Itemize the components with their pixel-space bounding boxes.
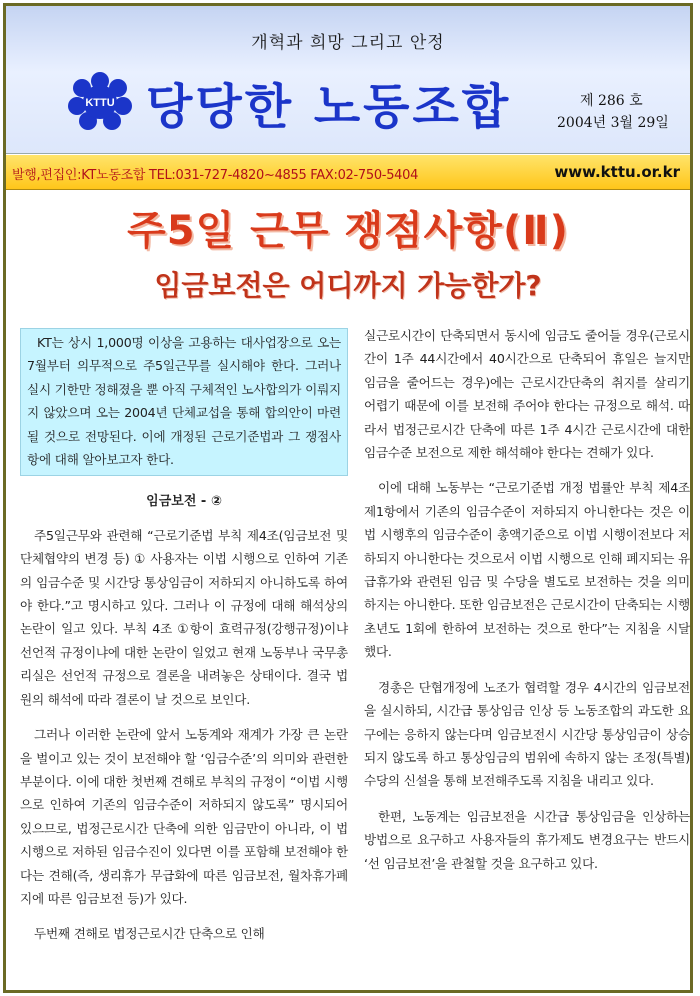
body-paragraph: 실근로시간이 단축되면서 동시에 임금도 줄어들 경우(근로시간이 1주 44시간에서 40시간으로 단축되어 휴일은 늘지만 임금을 줄어드는 경우)에는 근로시간단축의 취지를 살리기 어렵기 때문에 이를 보전해 주어야 한다는 규정으로 해석. 따라서 법정근로시간 단축에 따른 1주 4시간 근로시간에 대한 임금수준 보전으로 제한 해석해야 한다는 견해가 있다. xyxy=(364,328,690,461)
subheadline: 임금보전은 어디까지 가능한가? xyxy=(154,269,542,302)
newsletter-page xyxy=(3,3,693,993)
website-link[interactable]: www.kttu.or.kr xyxy=(554,163,680,181)
body-paragraph: 한편, 노동계는 임금보전을 시간급 통상임금을 인상하는 방법으로 요구하고 사용자들의 휴가제도 변경요구는 반드시 ‘선 임금보전’을 관철할 것을 요구하고 있다. xyxy=(364,808,690,871)
body-paragraph: 그러나 이러한 논란에 앞서 노동계와 재계가 가장 큰 논란을 벌이고 있는 것이 보전해야 할 ‘임금수준’의 의미와 관련한 부분이다. 이에 대한 첫번째 견해로 부칙의 규정이 “이법 시행으로 인하여 기존의 임금수준이 저하되지 않도록” 명시되어 있으므로, 법정근로시간 단축에 의한 임금만이 아니라, 이 법 시행으로 저하된 임금수진이 있다면 이를 포함해 보전해야 한다는 견해(즉, 생리휴가 무급화에 따른 임금보전, 월차휴가폐지에 따른 임금보전 등)가 있다. xyxy=(20,727,348,906)
publisher-bar xyxy=(6,155,690,190)
paper-name: 당당한 노동조합 xyxy=(146,79,512,135)
body-paragraph: 이에 대해 노동부는 “근로기준법 개정 법률안 부칙 제4조 제1항에서 기존의 임금수준이 저하되지 아니한다는 것은 이 법 시행후의 임금수준이 총액기준으로 이법 시행이전보다 저하되지 아니한다는 것으로서 이법 시행으로 인해 폐지되는 유급휴가와 관련된 임금 및 수당을 별도로 보전하는 것을 의미하지는 아니한다. 또한 임금보전은 근로시간이 단축되는 시행초년도 1회에 한하여 보전하는 것으로 한다”는 지침을 시달했다. xyxy=(364,480,690,660)
masthead xyxy=(6,6,690,154)
lead-box xyxy=(20,328,348,476)
issue-number: 제 286 호 xyxy=(580,93,643,109)
logo-text: KTTU xyxy=(85,97,115,109)
publisher-info: 발행,편집인:KT노동조합 TEL:031-727-4820~4855 FAX:02-750-5404 xyxy=(12,168,419,183)
slogan: 개혁과 희망 그리고 안정 xyxy=(251,33,445,53)
section-title: 임금보전 - ② xyxy=(146,494,222,510)
kttu-logo-icon xyxy=(68,72,132,130)
body-paragraph: 경총은 단협개정에 노조가 협력할 경우 4시간의 임금보전을 실시하되, 시간급 통상임금 인상 등 노동조합의 과도한 요구에는 응하지 않는다며 임금보전시 시간당 통상임금이 상승되지 않도록 하고 통상임금의 범위에 속하지 않는 조정(특별)수당의 신설을 통해 보전해주도록 지침을 내리고 있다. xyxy=(364,679,690,789)
body-paragraph: 주5일근무와 관련해 “근로기준법 부칙 제4조(임금보전 및 단체협약의 변경 등) ① 사용자는 이법 시행으로 인하여 기존의 임금수준 및 시간당 통상임금이 저하되지 아니하도록 하여야 한다.”고 명시하고 있다. 그러나 이 규정에 대해 해석상의 논란이 일고 있다. 부칙 4조 ①항이 효력규정(강행규정)이냐 선언적 규정이냐에 대한 논란이 일었고 현재 노동부나 국무총리실은 선언적 규정으로 결론을 내려놓은 상태이다. 결국 법원의 해석에 따라 결론이 날 것으로 보인다. xyxy=(20,527,348,707)
right-column xyxy=(364,324,690,875)
headline: 주5일 근무 쟁점사항(Ⅱ) xyxy=(127,208,569,254)
left-column xyxy=(20,328,348,946)
body-paragraph: 두번째 견해로 법정근로시간 단축으로 인해 xyxy=(34,926,265,942)
lead-paragraph: KT는 상시 1,000명 이상을 고용하는 대사업장으로 오는 7월부터 의무적으로 주5일근무를 실시해야 한다. 그러나 실시 기한만 정해졌을 뿐 아직 구체적인 노사합의가 이뤄지지 않았으며 오는 2004년 단체교섭을 통해 합의안이 마련될 것으로 전망된다. 이에 개정된 근로기준법과 그 쟁점사항에 대해 알아보고자 한다. xyxy=(27,335,341,468)
issue-date: 2004년 3월 29일 xyxy=(557,115,669,131)
